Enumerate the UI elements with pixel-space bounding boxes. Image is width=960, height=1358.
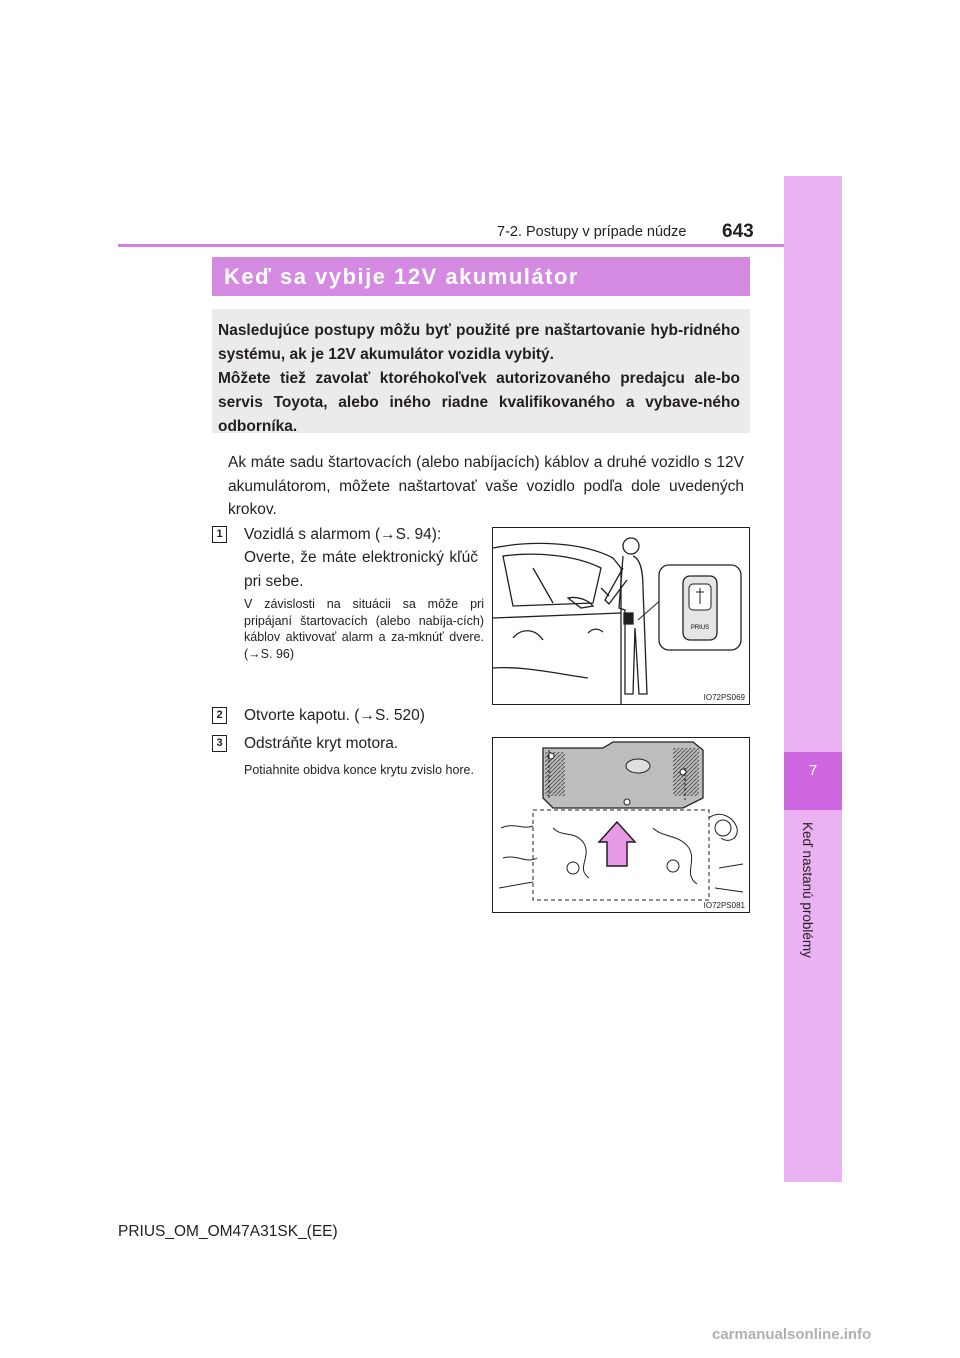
step-1-text-a: Vozidlá s alarmom (→S. 94): [244,526,442,543]
step-1-text-b: Overte, že máte elektronický kľúč pri sebe. [244,549,478,590]
header-rule [118,244,784,247]
step-3-note: Potiahnite obidva konce krytu zvislo hore. [244,763,474,777]
step-2-text: Otvorte kapotu. (→S. 520) [244,707,425,724]
watermark: carmanualsonline.info [712,1326,872,1343]
section-heading: 7-2. Postupy v prípade núdze [497,224,687,240]
figure-code-2: IO72PS081 [703,901,745,910]
page-title: Keď sa vybije 12V akumulátor [224,264,579,289]
title-bar [212,257,750,296]
intro-line-1: Nasledujúce postupy môžu byť použité pre naštartovanie hyb-ridného systému, ak je 12V akumulátor vozidla vybitý. [218,322,740,363]
chapter-number: 7 [808,762,818,779]
step-number-2: 2 [212,707,227,724]
key-fob-label: PRIUS [690,625,710,631]
figure-code-1: IO72PS069 [703,693,745,702]
engine-cover-illustration [493,738,749,912]
chapter-sidebar [784,176,842,1182]
intro-line-2: Môžete tiež zavolať ktoréhokoľvek autorizovaného predajcu ale-bo servis Toyota, alebo iného riadne kvalifikovaného a vybave-ného odborníka. [218,370,740,435]
intro-box [212,309,750,433]
step-3-text: Odstráňte kryt motora. [244,735,399,752]
step-number-1: 1 [212,526,227,543]
step-1-note: V závislosti na situácii sa môže pri pripájaní štartovacích (alebo nabíja-cích) káblov aktivovať alarm a za-mknúť dvere. (→S. 96) [244,597,484,661]
footer-document-code: PRIUS_OM_OM47A31SK_(EE) [118,1223,338,1240]
figure-engine-cover [492,737,750,913]
page-number: 643 [722,221,754,242]
body-paragraph: Ak máte sadu štartovacích (alebo nabíjacích) káblov a druhé vozidlo s 12V akumulátorom, môžete naštartovať vaše vozidlo podľa dole uvedených krokov. [228,454,744,518]
step-number-3: 3 [212,735,227,752]
chapter-number-tab [784,752,842,810]
car-door-illustration [493,528,749,704]
chapter-title: Keď nastanú problémy [800,822,815,958]
figure-electronic-key [492,527,750,705]
